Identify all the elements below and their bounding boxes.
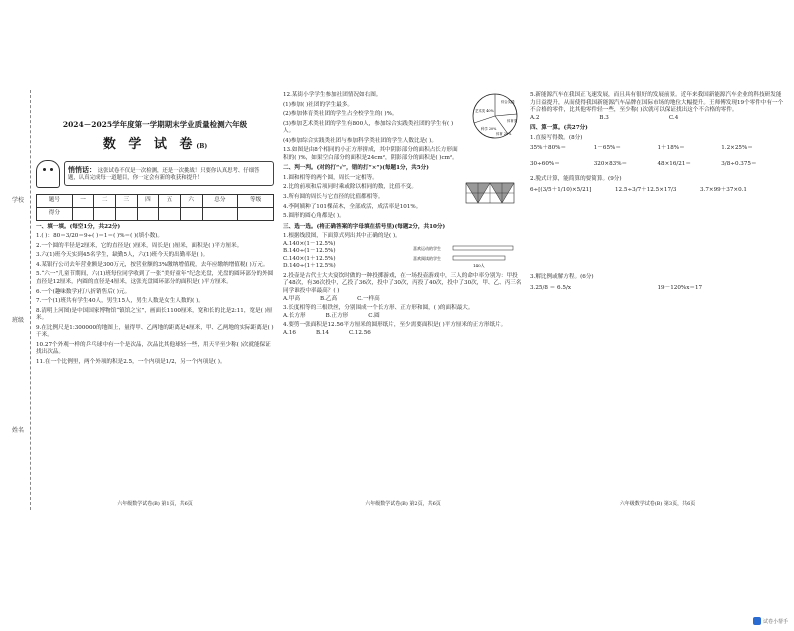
question: 7.一个(1)班共有学生40人，男生15人，男生人数是女生人数的( )。 <box>36 298 204 305</box>
choice-option: B.正方形 <box>325 312 349 319</box>
section-heading: 二、判一判。(对的打“√”，错的打“×”)(每题1分，共5分) <box>283 165 429 172</box>
calc-item: 320×83%＝ <box>593 160 628 167</box>
score-cell[interactable] <box>94 207 116 220</box>
choice-question: 4.要剪一张面积是12.56平方厘米的圆形纸片，至少需要面积是( )平方厘米的正方形纸片。 <box>283 322 507 329</box>
sub-heading: 3.解比例或解方程。(6分) <box>530 274 594 281</box>
score-row-label: 得分 <box>37 207 73 220</box>
question: 9.在比例尺是1:300000的地图上，量得甲、乙两地的距离是4厘米，甲、乙两地的实际距离是( )千米。 <box>36 324 274 339</box>
score-header: 总分 <box>202 194 238 207</box>
club-pie-chart <box>471 92 519 140</box>
pie-label: 综合实践 <box>501 100 515 104</box>
sub-heading: 2.脱式计算，能简算的要简算。(9分) <box>530 176 622 183</box>
choice-question: 3.长度相等的三根铁丝，分别围成一个长方形、正方形和圆，( )的面积最大。 <box>283 305 474 312</box>
equation-grid <box>530 285 785 293</box>
logo-icon <box>753 617 761 625</box>
calc-item: 1.2×25%＝ <box>721 145 753 152</box>
calc-item: 30÷60%＝ <box>530 160 560 167</box>
question: 11.在一个比例里，两个外项的积是2.5，一个内项是1/2，另一个内项是( )。 <box>36 358 226 365</box>
judge-item: 3.所有圆的周长与它直径的比值都相等。 <box>283 194 384 201</box>
choice-option: B.140÷(1－12.5%) <box>283 248 336 255</box>
equation-item: 19－120%x＝17 <box>657 285 703 292</box>
question: 13.如图是由8个相同的小正方形拼成，其中阴影部分的面积占长方形面积的( )%，如果空白部分的面积是24cm²，阴影部分的面积是( )cm²。 <box>283 147 458 161</box>
choice-option: D.140÷(1＋12.5%) <box>283 263 336 270</box>
segment-label: 喜欢阅读的学生 <box>413 255 441 261</box>
calc-item: 3/8÷0.375＝ <box>721 160 757 167</box>
question: 2.一个圆的半径是2厘米，它的直径是( )厘米，周长是( )厘米，面积是( )平方厘米。 <box>36 242 243 249</box>
score-cell[interactable] <box>159 207 181 220</box>
tip-text: 这张试卷不仅是一次检测，还是一次挑战！只要你认真思考、仔细答题，认真完成每一道题目，你一定会有新的收获和提升！ <box>68 167 260 182</box>
calc-item: 35%＋80%＝ <box>530 145 567 152</box>
page-3 <box>530 90 785 510</box>
score-cell[interactable] <box>202 207 238 220</box>
calc-item: 1＋18%＝ <box>657 145 685 152</box>
question: (1)参加( )社团的学生最多。 <box>283 101 354 108</box>
judge-item: 1.圆和相等的两个圆，周长一定相等。 <box>283 174 378 181</box>
page-1 <box>36 90 274 510</box>
choice-option: C.140×(1＋12.5%) <box>283 255 336 262</box>
sub-heading: 1.直接写得数。(8分) <box>530 134 583 141</box>
choice-option: A.16 <box>283 329 296 336</box>
question: 4.某银行公司去年营业额是300万元，按营业额的3%缴纳增值税，去年应缴纳增值税( )万元。 <box>36 261 269 268</box>
pie-label: 体育 20% <box>496 132 512 136</box>
score-cell[interactable] <box>180 207 202 220</box>
choice-question: 2.投壶是古代士大夫宴饮时做的一种投掷游戏，在一场投壶游戏中，三人的命中率分别为：甲投了48次，有36次投中，乙投了36次，投中了30次，丙投了40次，投中了30次，甲、乙、丙三名同学谁投中率最高？( ) <box>283 272 522 295</box>
question: 1.( )：80＝3/20＝9÷( )＝1＝( )%＝( )(填小数)。 <box>36 233 164 240</box>
choice-option: A.甲高 <box>283 295 301 302</box>
question: (2)参加体育类社团的学生占全校学生的( )%。 <box>283 111 398 118</box>
score-table <box>36 194 274 221</box>
page-2 <box>283 90 523 510</box>
choice-option: B.14 <box>315 329 329 336</box>
segment-label: 喜欢运动的学生 <box>413 245 441 251</box>
question: 5.“六一”儿童节期间，六(1)班每位同学收到了一张“美好童年”纪念光盘，光盘的圆环部分的外圆直径是12厘米，内圆的直径是4厘米，这张光盘圆环部分的面积是( )平方厘米。 <box>36 271 274 285</box>
pie-label: 体育类 <box>507 119 518 123</box>
pie-label: 科学 20% <box>481 127 497 131</box>
section-heading: 四、算一算。(共27分) <box>530 125 588 132</box>
score-header: 二 <box>94 194 116 207</box>
exam-sheet <box>8 90 786 510</box>
step-calc-grid <box>530 187 785 195</box>
section-heading: 一、填一填。(每空1分，共22分) <box>36 223 121 230</box>
choice-option: B.乙高 <box>320 295 338 302</box>
calc-item: 6÷[(3/5＋1/10)×5/21] <box>530 186 592 193</box>
exam-header: 2024－2025学年度第一学期期末学业质量检测六年级 <box>62 120 248 129</box>
line-segment-diagram <box>413 241 523 269</box>
calc-item: 48×16/21＝ <box>657 160 692 167</box>
tip-box <box>36 160 274 188</box>
score-header: 等级 <box>238 194 274 207</box>
choice-option: A.2 <box>530 114 540 121</box>
choice-option: B.3 <box>599 114 609 121</box>
question: 8.清明上河图)是中国国家博物馆“镇馆之宝”，画面长1100厘米，宽和长的比是2:11，宽是( )厘米。 <box>36 307 273 322</box>
score-cell[interactable] <box>238 207 274 220</box>
question: 6.一个(趣味数学)打八折销售后( )元。 <box>36 288 131 295</box>
judge-item: 2.比的前项和后项同时乘或除以相同的数，比值不变。 <box>283 184 417 191</box>
binding-label: 班级 <box>12 317 25 324</box>
choice-question: 5.新能源汽车在我国正飞速发展，而且具有很好的发展前景。近年来我国新能源汽车企业的科技研发能力日益提升，从而使得我国新能源汽车品牌在国际市场的地位大幅提升。王师傅发现19个零件中有一个不合格的零件，比其他零件轻一些，至少称( )次就可以保证找出这个不合格的零件。 <box>530 92 784 114</box>
score-cell[interactable] <box>115 207 137 220</box>
exam-title: 数 学 试 卷(B) <box>102 137 208 153</box>
score-cell[interactable] <box>137 207 159 220</box>
section-heading: 三、选一选。(将正确答案的字母填在括号里)(每题2分，共10分) <box>283 223 446 230</box>
binding-label: 姓名 <box>12 427 25 434</box>
score-cell[interactable] <box>72 207 94 220</box>
watermark-logo: 试卷小帮手 <box>753 617 788 625</box>
choice-option: A.140×(1－12.5%) <box>283 240 336 247</box>
calc-item: 1－65%＝ <box>593 145 621 152</box>
binding-margin <box>8 90 31 510</box>
score-header: 五 <box>159 194 181 207</box>
score-header: 题号 <box>37 194 73 207</box>
cartoon-teacher-icon <box>36 160 60 188</box>
binding-label: 学校 <box>12 197 25 204</box>
pie-label: 艺术类 40% <box>475 109 494 113</box>
calc-item: 3.7×99＋37×0.1 <box>700 186 747 193</box>
choice-option: C.一样高 <box>357 295 380 302</box>
question: (4)参加综合实践类社团与参加科学类社团的学生人数比是( )。 <box>283 137 437 144</box>
oral-calc-grid <box>530 145 785 168</box>
choice-option: A.长方形 <box>283 312 306 319</box>
score-header: 四 <box>137 194 159 207</box>
calc-item: 12.5÷3/7＋12.5×17/3 <box>615 186 677 193</box>
choice-question: 1.根据线段图，下面算式列出其中正确的是( )。 <box>283 233 401 240</box>
score-header: 三 <box>115 194 137 207</box>
page-footer: 六年级数学试卷(B) 第2页，共6页 <box>365 501 441 508</box>
equation-item: 3.25/8 ＝ 6.5/x <box>530 285 571 292</box>
question: (3)参加艺术类社团的学生有800人，参加综合实践类社团的学生有( )人。 <box>283 120 454 135</box>
question: 10.27个外观一样的乒乓球中有一个是次品，次品比其他球轻一些，用天平至少称( )次就能保证找出次品。 <box>36 341 271 356</box>
choice-option: C.4 <box>668 114 679 121</box>
page-footer: 六年级数学试卷(B) 第3页，共6页 <box>619 501 696 508</box>
choice-option: C.12.56 <box>348 329 371 336</box>
tip-label: 悄悄话： <box>68 164 96 174</box>
question: 12.某街小学学生参加社团情况如右图。 <box>283 92 382 98</box>
choice-option: C.圆 <box>368 312 380 319</box>
score-header: 六 <box>180 194 202 207</box>
question: 3.六(1)班今天实到45名学生，缺勤5人，六(1)班今天的出勤率是( )。 <box>36 252 209 259</box>
segment-label: 140人 <box>473 262 485 268</box>
page-footer: 六年级数学试卷(B) 第1页，共6页 <box>117 501 193 508</box>
score-header: 一 <box>72 194 94 207</box>
judge-item: 4.李阿姨种了101棵苗木，全部成活，成活率是101%。 <box>283 203 422 210</box>
shaded-grid-figure <box>465 182 515 204</box>
judge-item: 5.圆形的圆心角都是( )。 <box>283 213 345 220</box>
